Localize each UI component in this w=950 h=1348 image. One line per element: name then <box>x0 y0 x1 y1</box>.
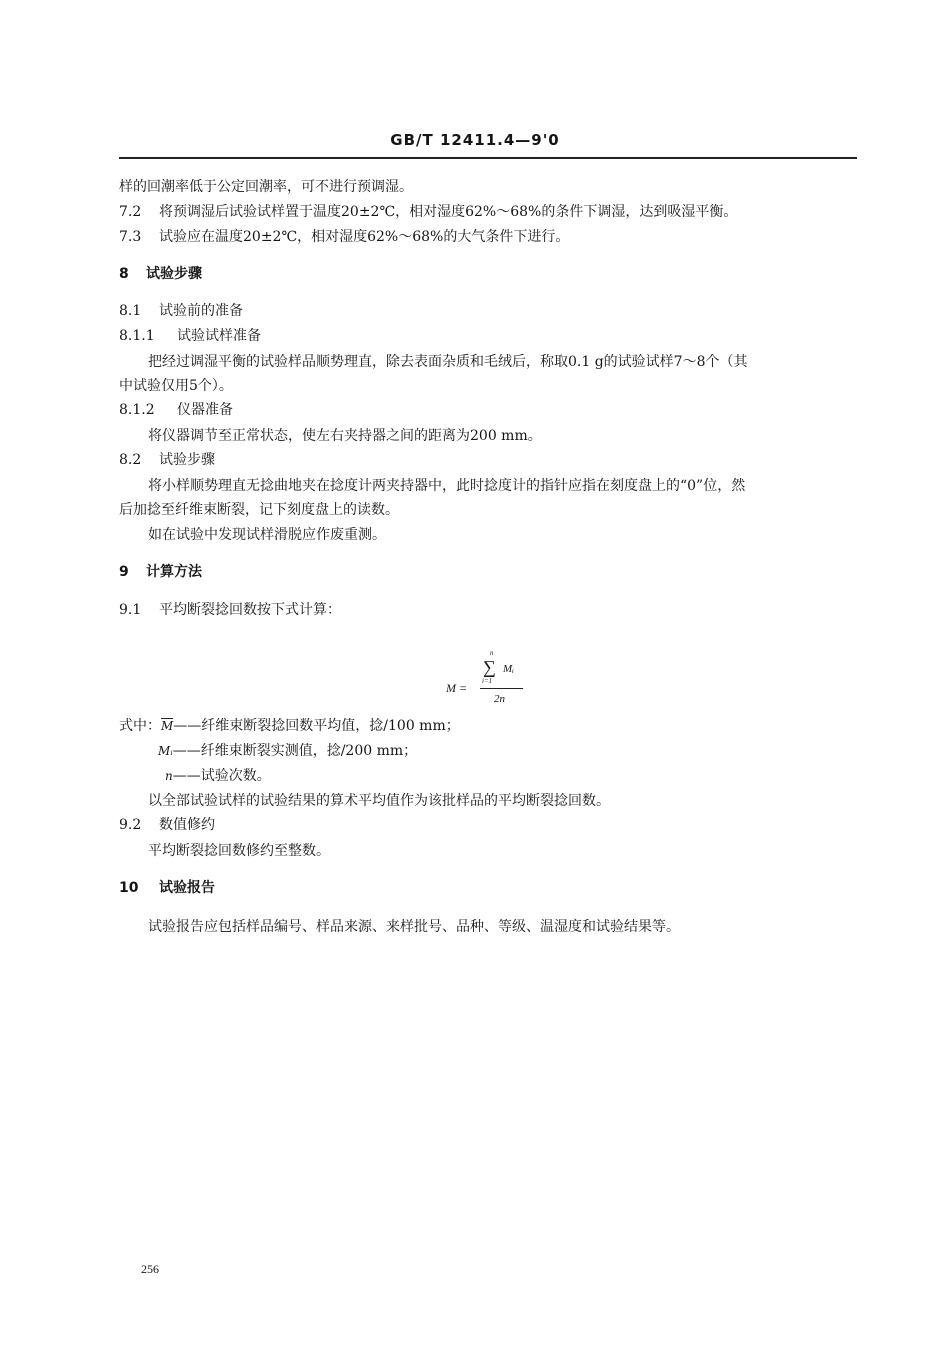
clause-7-3 <box>119 228 569 246</box>
paragraph-9-2: 平均断裂捻回数修约至整数。 <box>148 843 330 859</box>
header-rule <box>119 157 857 159</box>
standard-header: GB/T 12411.4—9'0 <box>390 131 560 149</box>
subsection-number: 8.1 <box>119 303 142 319</box>
subsection-heading-8-1 <box>119 302 243 320</box>
where-text: ——纤维束断裂实测值，捻/200 mm； <box>172 743 418 759</box>
section-number: 8 <box>119 266 129 282</box>
subsection-title: 数值修约 <box>159 817 215 833</box>
paragraph-10: 试验报告应包括样品编号、样品来源、来样批号、品种、等级、温湿度和试验结果等。 <box>148 919 680 935</box>
formula-term: Mᵢ <box>503 663 514 675</box>
subsection-title: 试验前的准备 <box>159 303 243 319</box>
section-title: 计算方法 <box>146 564 202 580</box>
formula-lhs: M = <box>446 681 468 695</box>
section-title: 试验步骤 <box>146 266 202 282</box>
subsection-heading-8-2 <box>119 451 215 469</box>
formula-denominator: 2n <box>494 693 505 705</box>
where-symbol: Mᵢ <box>158 744 173 758</box>
subsection-title: 试验试样准备 <box>177 328 261 344</box>
where-text: ——试验次数。 <box>172 768 271 784</box>
paragraph-8-1-1-line1: 把经过调湿平衡的试验样品顺势理直，除去表面杂质和毛绒后，称取0.1 g的试验试样7～8个（其 <box>148 354 748 370</box>
subsection-number: 8.2 <box>119 452 142 468</box>
where-item-measured <box>158 742 417 760</box>
section-number: 10 <box>119 880 139 896</box>
clause-number: 7.2 <box>119 204 142 220</box>
formula-fraction-bar <box>480 688 523 689</box>
subsection-number: 9.2 <box>119 817 142 833</box>
paragraph-7-1-continued: 样的回潮率低于公定回潮率，可不进行预调湿。 <box>119 179 413 195</box>
paragraph-9-1-conclusion: 以全部试验试样的试验结果的算术平均值作为该批样品的平均断裂捻回数。 <box>148 793 610 809</box>
subsection-title: 试验步骤 <box>159 452 215 468</box>
clause-7-2 <box>119 203 737 221</box>
clause-text: 试验应在温度20±2℃，相对湿度62%～68%的大气条件下进行。 <box>159 229 570 245</box>
where-item-mean <box>119 717 460 735</box>
subsection-heading-9-1 <box>119 601 341 619</box>
clause-number: 7.3 <box>119 229 142 245</box>
paragraph-8-1-2: 将仪器调节至正常状态，使左右夹持器之间的距离为200 mm。 <box>148 428 542 444</box>
subsection-title: 平均断裂捻回数按下式计算： <box>159 602 341 618</box>
where-item-count <box>165 767 271 785</box>
subsection-heading-8-1-2 <box>119 401 233 419</box>
paragraph-8-2-line3: 如在试验中发现试样滑脱应作废重测。 <box>148 527 386 543</box>
where-symbol: n <box>165 769 173 783</box>
paragraph-8-1-1-line2: 中试验仅用5个）。 <box>119 378 233 394</box>
where-text: ——纤维束断裂捻回数平均值，捻/100 mm； <box>173 718 460 734</box>
formula-sum-lower: i=1 <box>482 677 493 685</box>
page-number: 256 <box>141 1262 159 1276</box>
section-heading-8 <box>119 265 202 283</box>
subsection-number: 8.1.1 <box>119 328 155 344</box>
subsection-number: 9.1 <box>119 602 142 618</box>
where-symbol: M <box>161 719 174 733</box>
formula-sum-upper: n <box>490 649 494 657</box>
section-title: 试验报告 <box>159 880 215 896</box>
paragraph-8-2-line1: 将小样顺势理直无捻曲地夹在捻度计两夹持器中，此时捻度计的指针应指在刻度盘上的“0”位，然 <box>148 478 746 494</box>
section-heading-10 <box>119 879 215 897</box>
mean-formula <box>440 648 540 708</box>
subsection-number: 8.1.2 <box>119 402 155 418</box>
section-number: 9 <box>119 564 129 580</box>
where-prefix: 式中： <box>119 718 161 734</box>
section-heading-9 <box>119 563 202 581</box>
subsection-title: 仪器准备 <box>177 402 233 418</box>
subsection-heading-8-1-1 <box>119 327 261 345</box>
clause-text: 将预调湿后试验试样置于温度20±2℃，相对湿度62%～68%的条件下调湿，达到吸湿平衡。 <box>159 204 738 220</box>
formula-sum-sign: ∑ <box>483 657 496 677</box>
subsection-heading-9-2 <box>119 816 215 834</box>
paragraph-8-2-line2: 后加捻至纤维束断裂，记下刻度盘上的读数。 <box>119 502 399 518</box>
